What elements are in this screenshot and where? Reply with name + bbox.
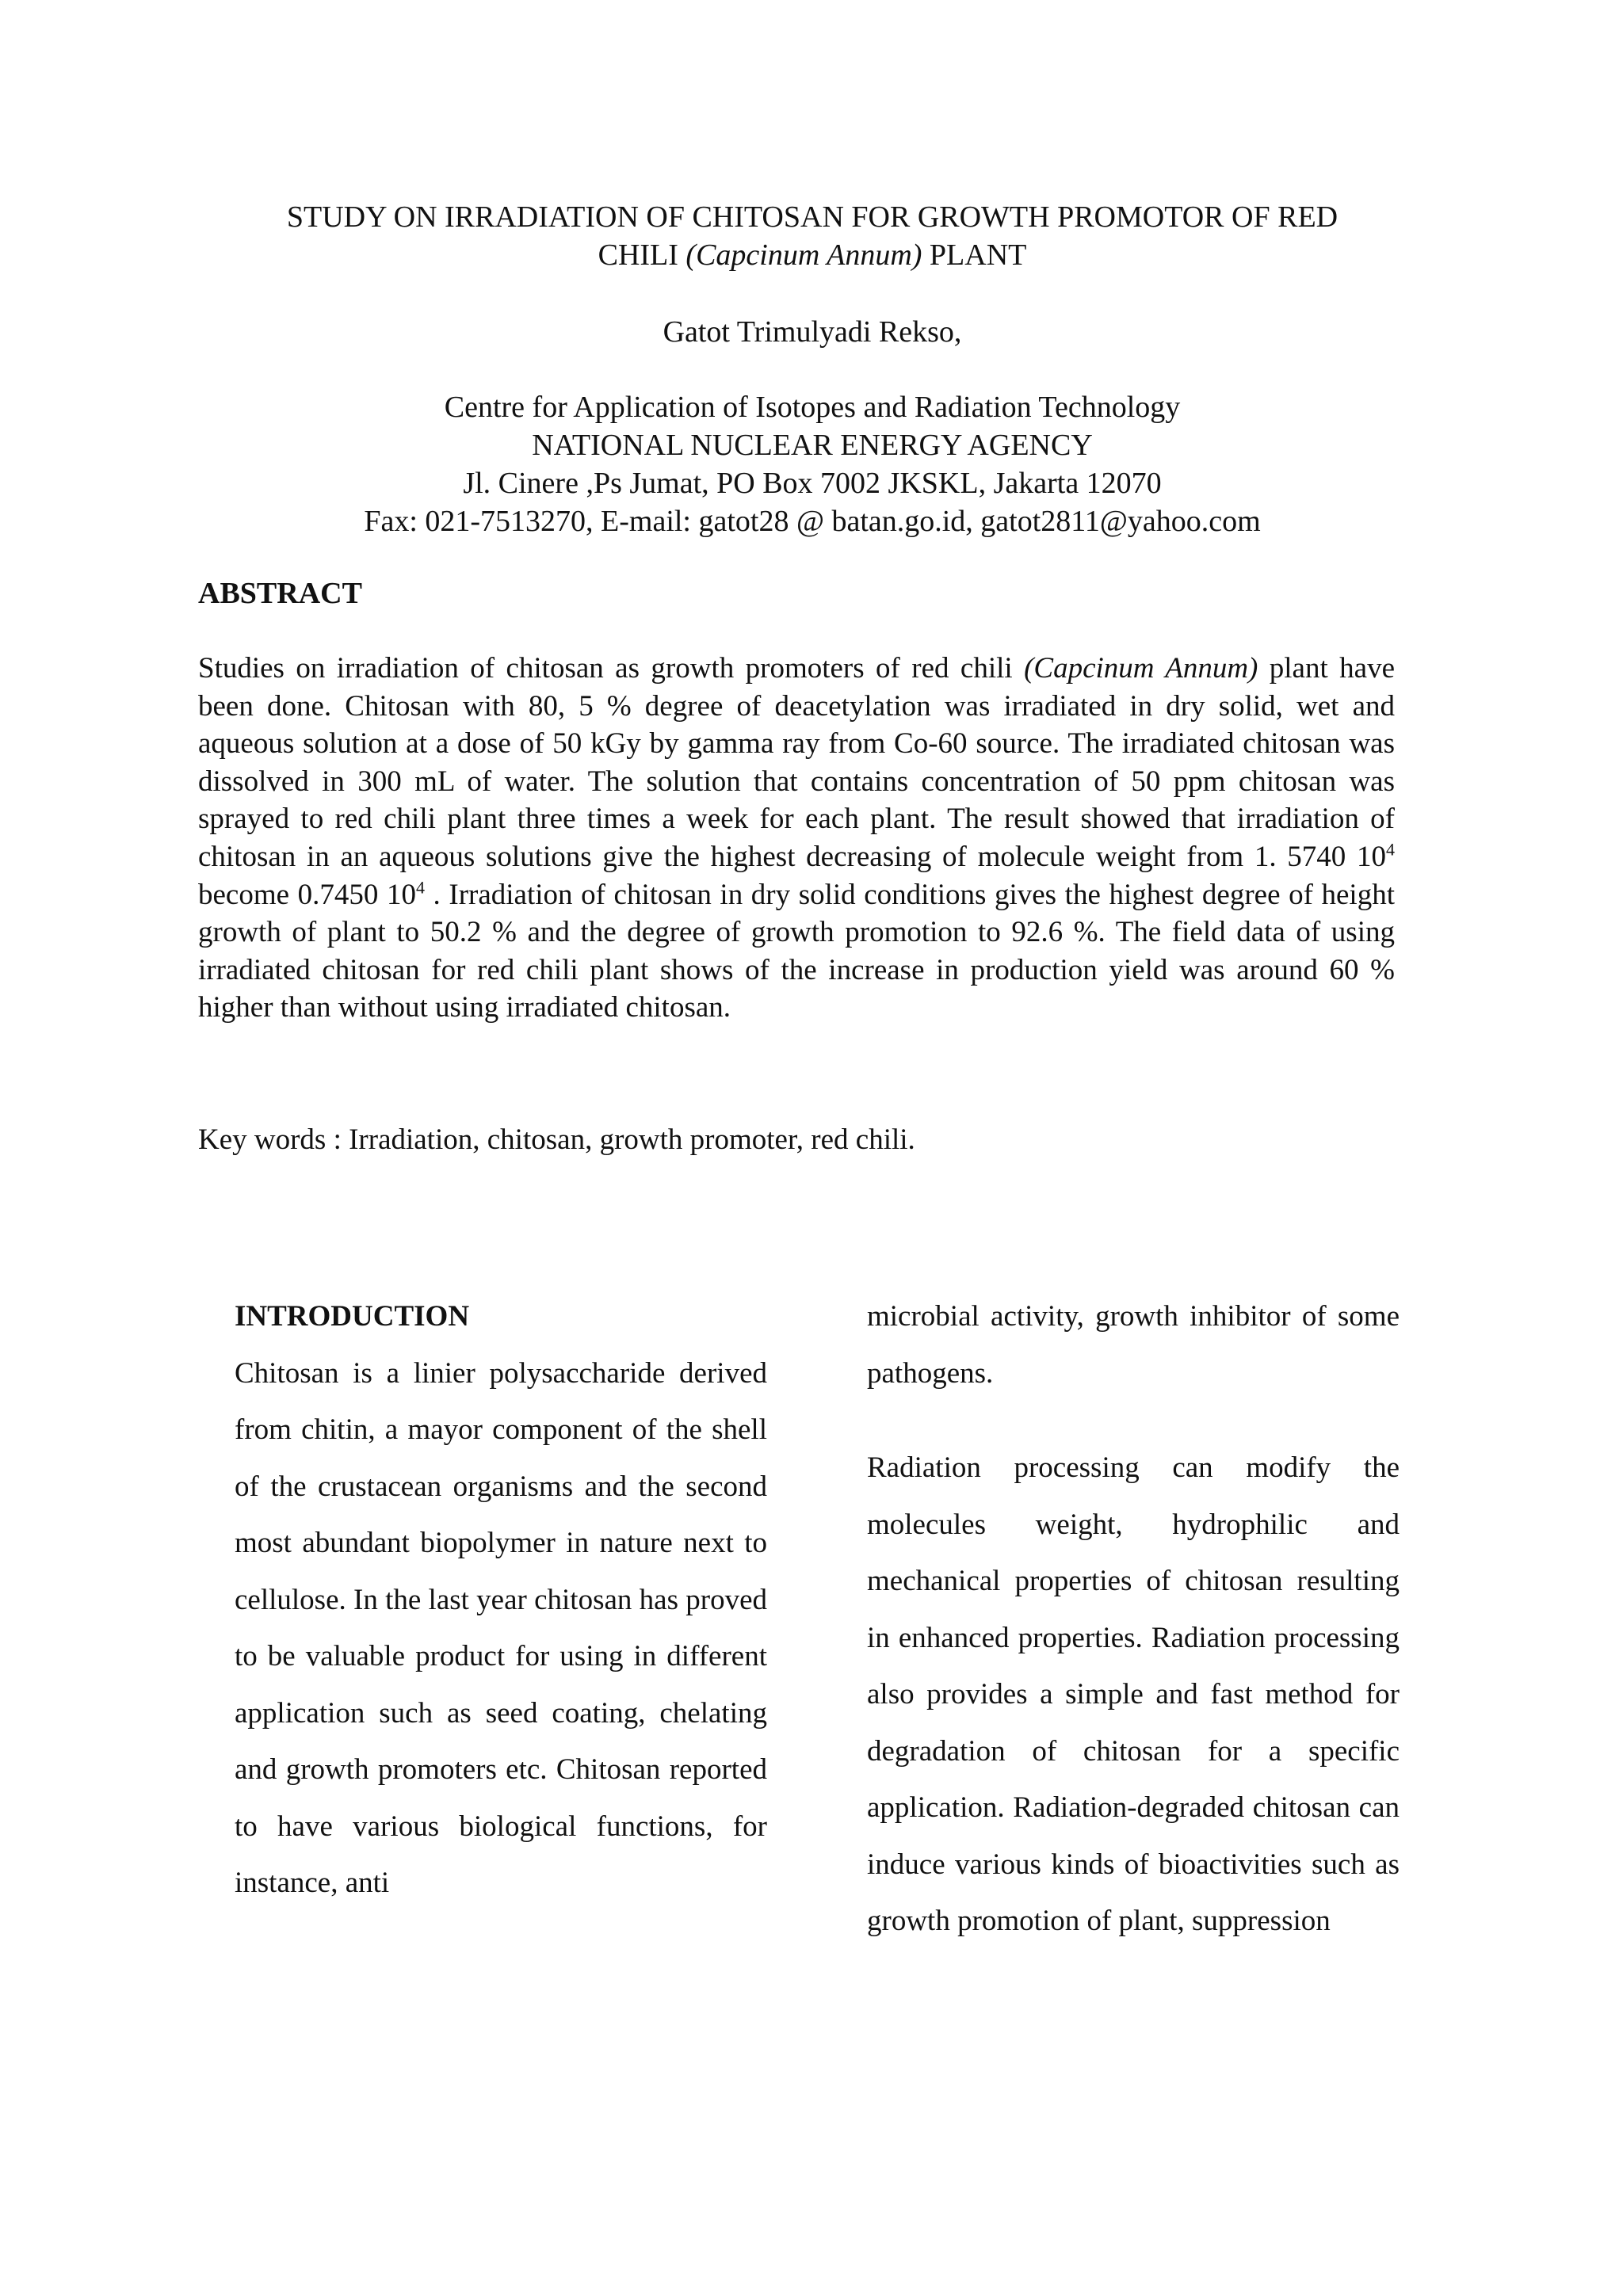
title-line-1: STUDY ON IRRADIATION OF CHITOSAN FOR GROWTH PROMOTOR OF RED [286,200,1338,234]
title-line-2-post: PLANT [922,238,1027,272]
paragraph-gap [867,1402,1400,1440]
affiliation [198,388,1426,540]
abstract-sup-1: 4 [1386,839,1395,860]
keywords: Key words : Irradiation, chitosan, growth promoter, red chili. [198,1123,915,1156]
abstract-part-1: Studies on irradiation of chitosan as growth promoters of red chili [198,652,1025,685]
affiliation-line-2: NATIONAL NUCLEAR ENERGY AGENCY [532,429,1093,462]
intro-right-column [867,1288,1400,1950]
paper-title [198,198,1426,274]
abstract-sup-2: 4 [415,877,425,898]
abstract-heading: ABSTRACT [198,577,362,610]
affiliation-line-1: Centre for Application of Isotopes and Radiation Technology [444,391,1181,424]
affiliation-line-4: Fax: 021-7513270, E-mail: gatot28 @ batan.go.id, gatot2811@yahoo.com [364,505,1261,538]
abstract-species: (Capcinum Annum) [1024,652,1258,685]
title-line-2-pre: CHILI [598,238,686,272]
abstract-part-3: become 0.7450 10 [198,878,416,911]
title-species: (Capcinum Annum) [685,238,922,272]
affiliation-line-3: Jl. Cinere ,Ps Jumat, PO Box 7002 JKSKL, Jakarta 12070 [463,467,1162,500]
intro-right-paragraph-1: microbial activity, growth inhibitor of some pathogens. [867,1300,1400,1390]
abstract-part-4: . Irradiation of chitosan in dry solid conditions gives the highest degree of height growth of plant to 50.2 % and the degree of growth promotion to 92.6 %. The field data of using irradiated chitosan for red chili plant shows of the increase in production yield was around 60 % higher than without using irradiated chitosan. [198,878,1395,1024]
abstract-part-2: plant have been done. Chitosan with 80, 5 % degree of deacetylation was irradiated in dry solid, wet and aqueous solution at a dose of 50 kGy by gamma ray from Co-60 source. The irradiated chitosan was dissolved in 300 mL of water. The solution that contains concentration of 50 ppm chitosan was sprayed to red chili plant three times a week for each plant. The result showed that irradiation of chitosan in an aqueous solutions give the highest decreasing of molecule weight from 1. 5740 10 [198,652,1395,873]
abstract-body [198,650,1395,1027]
intro-left-paragraph: Chitosan is a linier polysaccharide derived from chitin, a mayor component of the shell of the crustacean organisms and the second most abundant biopolymer in nature next to cellulose. In the last year chitosan has proved to be valuable product for using in different application such as seed coating, chelating and growth promoters etc. Chitosan reported to have various biological functions, for instance, anti [235,1356,767,1899]
intro-left-column [235,1288,767,1912]
title-line-2 [198,236,1426,274]
introduction-heading: INTRODUCTION [235,1300,470,1333]
intro-right-paragraph-2: Radiation processing can modify the molecules weight, hydrophilic and mechanical properties of chitosan resulting in enhanced properties. Radiation processing also provides a simple and fast method for degradation of chitosan for a specific application. Radiation-degraded chitosan can induce various kinds of bioactivities such as growth promotion of plant, suppression [867,1451,1400,1937]
author-name: Gatot Trimulyadi Rekso, [663,315,962,349]
